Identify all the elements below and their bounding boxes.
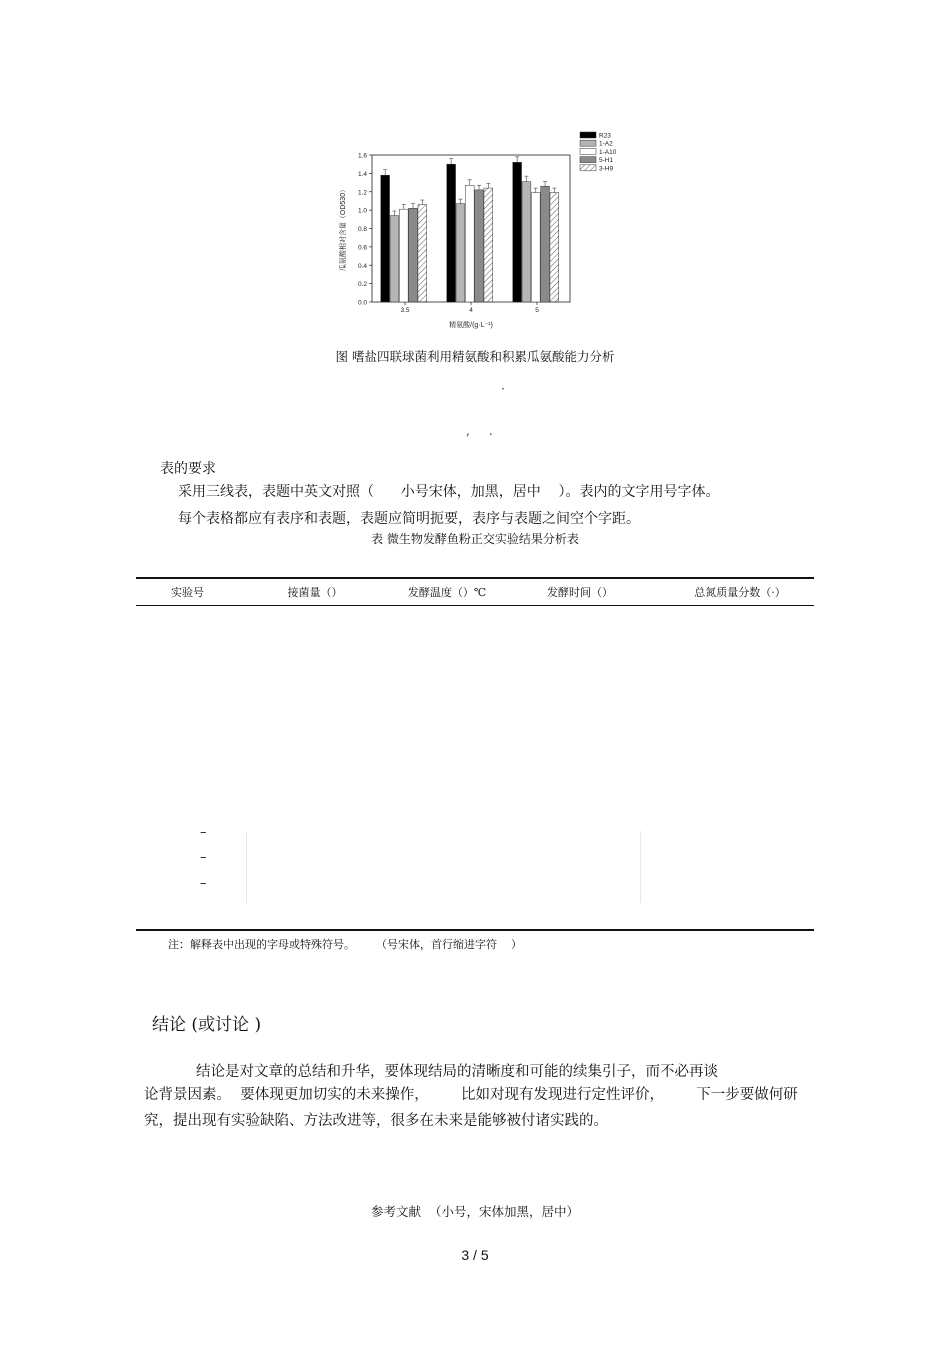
table-bottom-rule [136,929,814,931]
bar [399,209,408,302]
page-number: 3 / 5 [461,1247,489,1263]
legend-swatch [580,132,596,138]
y-axis-label: 瓜氨酸相对含量（OD530） [340,185,347,272]
legend-swatch [580,148,596,154]
bar [447,164,456,302]
table-header-cell: 实验号 [171,586,204,599]
bar [531,193,540,302]
x-tick-label: 4 [469,307,473,314]
y-tick-label: 1.2 [357,189,367,197]
bar [418,205,427,302]
bar [541,186,550,302]
references-heading: 参考文献 （小号，宋体加黑，居中） [371,1204,579,1219]
stray-mark: · [501,382,505,396]
legend-swatch [580,165,596,171]
y-tick-label: 0.2 [357,281,367,289]
table-top-rule [136,577,814,579]
table-header-cell: 发酵温度（）℃ [407,586,487,599]
table-header-cell: 发酵时间（） [547,586,613,599]
bar [550,193,559,302]
bar [475,190,484,302]
bar-chart [330,125,630,335]
table-row-mark: – [200,876,207,891]
legend-swatch [580,157,596,163]
legend-label: 1-A10 [599,148,617,156]
conclusion-line: 究，提出现有实验缺陷、方法改进等，很多在未来是能够被付诸实践的。 [144,1113,608,1129]
conclusion-line: 论背景因素。 要体现更加切实的未来操作， 比如对现有发现进行定性评价， 下一步要做何研 [144,1087,798,1103]
table-header-cell: 总氮质量分数（·） [694,586,786,599]
y-tick-label: 0.0 [357,299,367,307]
table-row-mark: – [200,825,207,840]
bar [513,162,522,302]
bar [381,175,390,302]
x-tick-label: 5 [535,307,539,314]
table-requirements-line: 采用三线表，表题中英文对照（ 小号宋体，加黑，居中 ）。表内的文字用号字体。 [178,484,720,500]
y-tick-label: 0.8 [357,226,367,233]
table-note: 注：解释表中出现的字母或特殊符号。 （号宋体，首行缩进字符 ） [168,938,522,951]
y-tick-label: 1.0 [357,207,367,215]
table-requirements-line: 每个表格都应有表序和表题，表题应简明扼要，表序与表题之间空个字距。 [178,511,640,527]
legend-swatch [580,140,596,146]
legend-label: R23 [599,132,611,140]
bar [465,185,474,302]
table-header-rule [136,605,814,606]
legend-label: 1-A2 [599,140,613,148]
y-tick-label: 1.6 [357,152,367,160]
y-tick-label: 1.4 [357,170,367,178]
table-requirements-heading: 表的要求 [160,461,216,477]
table-title: 表 微生物发酵鱼粉正交实验结果分析表 [371,532,579,546]
table-header-cell: 接菌量（） [287,586,343,599]
conclusion-title: 结论 (或讨论 ) [152,1015,262,1035]
legend-label: 3-H9 [599,165,614,173]
conclusion-line: 结论是对文章的总结和升华，要体现结局的清晰度和可能的续集引子，而不必再谈 [196,1064,718,1080]
bar [390,216,399,302]
bar [456,204,465,302]
legend-label: 5-H1 [599,157,614,165]
bar [522,182,531,302]
figure-caption: 图 嗜盐四联球菌利用精氨酸和积累瓜氨酸能力分析 [335,349,615,364]
y-tick-label: 0.4 [357,262,367,270]
table-row-mark: – [200,850,207,865]
bar [409,208,418,302]
y-tick-label: 0.6 [357,244,367,252]
table-faint-divider [246,831,247,903]
stray-mark: , . [466,424,493,438]
x-tick-label: 3.5 [400,307,410,314]
x-axis-label: 精氨酸/(g·L⁻¹) [449,322,493,329]
bar [484,188,493,302]
table-faint-divider [640,831,641,903]
